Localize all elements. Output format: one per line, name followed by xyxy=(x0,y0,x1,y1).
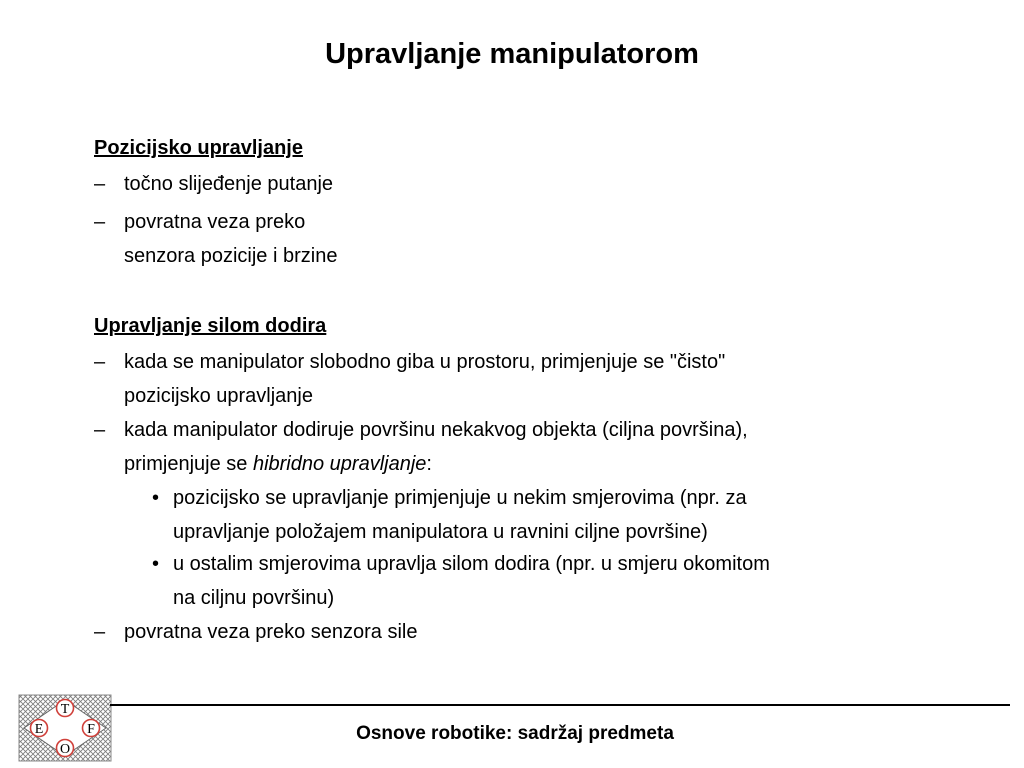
list-item-text: točno slijeđenje putanje xyxy=(124,173,334,195)
list-item-text: kada se manipulator slobodno giba u prostoru, primjenjuje se "čisto" xyxy=(124,351,726,373)
dash-marker: – xyxy=(94,173,106,195)
list-item-text: povratna veza preko xyxy=(124,211,306,233)
tfo-logo xyxy=(18,694,112,762)
list-item xyxy=(94,413,954,481)
sub-list-item-text: na ciljnu površinu) xyxy=(173,587,335,609)
sub-list-item xyxy=(152,481,953,549)
dash-marker: – xyxy=(94,419,106,441)
footer-divider xyxy=(110,704,1010,706)
section-heading-force-control: Upravljanje silom dodira xyxy=(94,315,327,337)
list-item-text: pozicijsko upravljanje xyxy=(124,385,313,407)
list-item-text: : xyxy=(426,453,432,475)
list-item xyxy=(94,345,954,413)
sub-list-item xyxy=(152,547,953,615)
list-item xyxy=(94,615,954,649)
list-item xyxy=(94,205,954,273)
list-item-text: povratna veza preko senzora sile xyxy=(124,621,418,643)
section-heading-position-control: Pozicijsko upravljanje xyxy=(94,137,303,159)
slide-title: Upravljanje manipulatorom xyxy=(325,38,699,70)
dash-marker: – xyxy=(94,351,106,373)
list-item xyxy=(94,167,954,201)
logo-letter-right: F xyxy=(87,722,95,737)
sub-list-item-text: pozicijsko se upravljanje primjenjuje u nekim smjerovima (npr. za xyxy=(173,487,747,509)
hybrid-control-term: hibridno upravljanje xyxy=(252,453,427,475)
sub-list-item-text: u ostalim smjerovima upravlja silom dodira (npr. u smjeru okomitom xyxy=(173,553,770,575)
bullet-marker: • xyxy=(152,553,160,575)
logo-letter-bottom: O xyxy=(59,742,71,757)
list-item-text: senzora pozicije i brzine xyxy=(124,245,338,267)
list-item-text: primjenjuje se xyxy=(124,453,253,475)
logo-letter-left: E xyxy=(34,722,44,737)
list-item-text: kada manipulator dodiruje površinu nekakvog objekta (ciljna površina), xyxy=(124,419,748,441)
dash-marker: – xyxy=(94,211,106,233)
sub-list-item-text: upravljanje položajem manipulatora u ravnini ciljne površine) xyxy=(173,521,708,543)
footer-title: Osnove robotike: sadržaj predmeta xyxy=(356,723,674,744)
logo-letter-top: T xyxy=(60,702,70,717)
bullet-marker: • xyxy=(152,487,160,509)
dash-marker: – xyxy=(94,621,106,643)
